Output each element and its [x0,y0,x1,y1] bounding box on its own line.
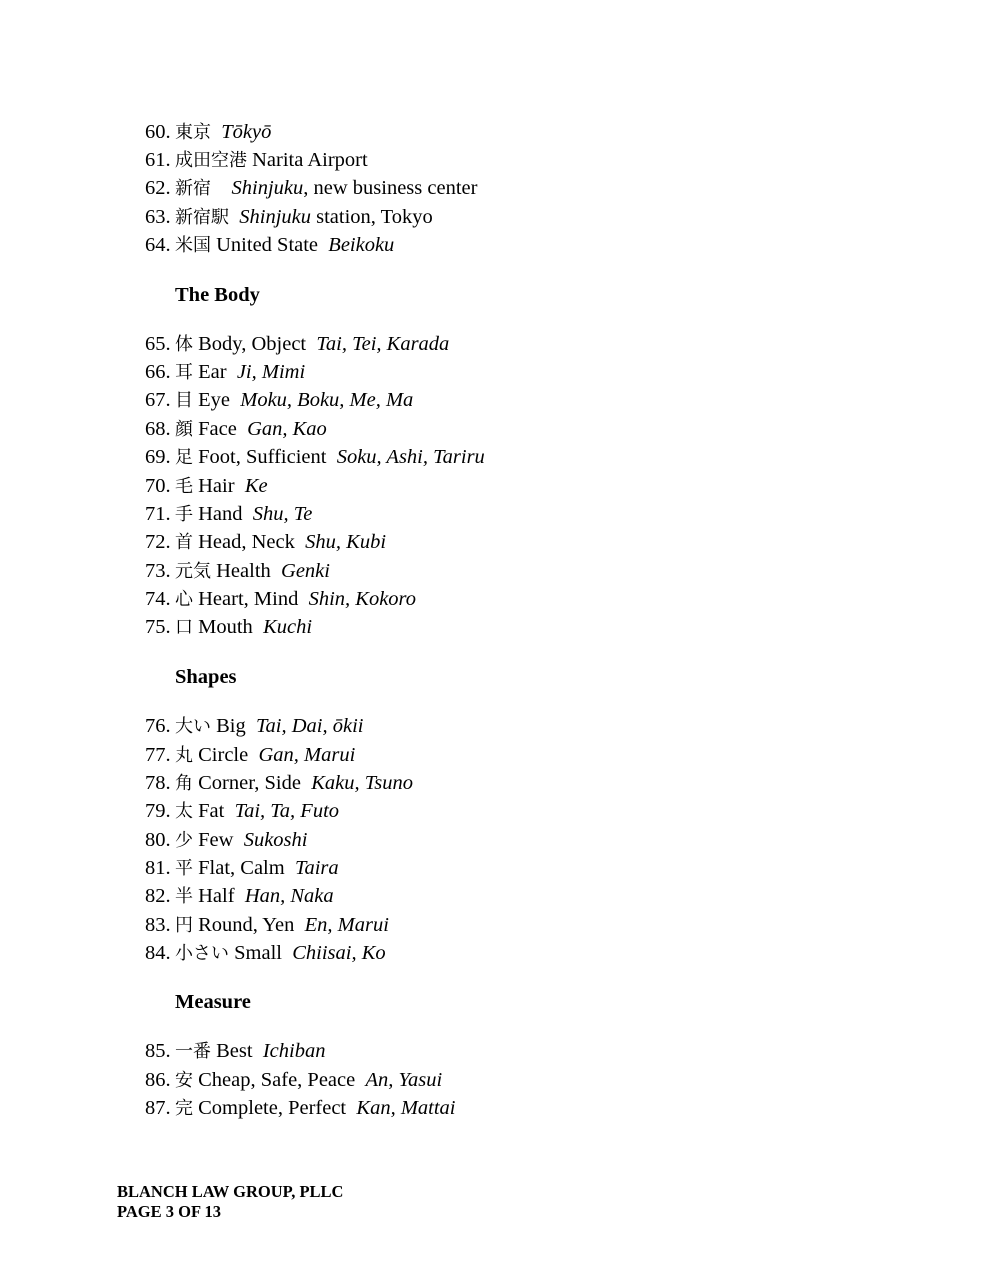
footer-firm-name: BLANCH LAW GROUP, PLLC [117,1182,344,1201]
reading: An, Yasui [365,1069,443,1091]
kanji: 完 [175,1098,193,1119]
kanji: 円 [175,915,193,936]
list-item [145,386,413,414]
item-number: 64. [145,234,171,256]
reading: Ji, Mimi [236,361,306,383]
meaning: United State [216,234,319,256]
meaning: Half [198,885,235,907]
kanji: 一番 [175,1041,211,1062]
item-number: 84. [145,942,171,964]
item-number: 83. [145,914,171,936]
kanji: 顔 [175,419,193,440]
kanji: 太 [175,801,193,822]
item-number: 73. [145,560,171,582]
kanji: 新宿 [175,178,211,199]
reading: Shinjuku [231,177,304,199]
item-number: 60. [145,121,171,143]
reading: Moku, Boku, Me, Ma [240,389,414,411]
item-number: 76. [145,715,171,737]
meaning: Corner, Side [198,772,301,794]
kanji: 元気 [175,561,211,582]
meaning: Circle [198,744,249,766]
kanji: 東京 [175,122,211,143]
reading: En, Marui [304,914,389,936]
meaning: Cheap, Safe, Peace [198,1069,356,1091]
reading: Soku, Ashi, Tariru [336,446,485,468]
meaning: Flat, Calm [198,857,285,879]
item-number: 87. [145,1097,171,1119]
item-number: 74. [145,588,171,610]
section-heading-body: The Body [175,284,260,306]
item-number: 67. [145,389,171,411]
reading: Ke [244,475,268,497]
list-item [145,330,449,358]
kanji: 安 [175,1070,193,1091]
meaning: Hair [198,475,235,497]
list-item [145,231,394,259]
section-heading-measure: Measure [175,991,251,1013]
item-number: 63. [145,206,171,228]
kanji: 耳 [175,362,193,383]
item-number: 68. [145,418,171,440]
item-number: 70. [145,475,171,497]
section-heading-shapes: Shapes [175,666,237,688]
meaning: Few [198,829,234,851]
reading: Taira [294,857,339,879]
list-item [145,613,312,641]
list-item [145,712,363,740]
reading: Han, Naka [244,885,334,907]
reading: Tai, Tei, Karada [316,333,450,355]
list-item [145,1094,455,1122]
list-item [145,797,339,825]
item-number: 78. [145,772,171,794]
list-item [145,882,334,910]
list-item [145,769,413,797]
meaning: Foot, Sufficient [198,446,327,468]
list-item [145,939,386,967]
item-number: 72. [145,531,171,553]
meaning: , new business center [303,177,478,199]
list-item [145,500,312,528]
item-number: 82. [145,885,171,907]
reading: Chiisai, Ko [292,942,386,964]
reading: Beikoku [328,234,395,256]
kanji: 首 [175,532,193,553]
reading: Sukoshi [243,829,308,851]
list-item [145,415,327,443]
reading: Shu, Te [252,503,313,525]
reading: Ichiban [262,1040,326,1062]
kanji: 小さい [175,943,229,964]
meaning: Eye [198,389,230,411]
reading: Genki [281,560,330,582]
kanji: 平 [175,858,193,879]
reading: Shin, Kokoro [308,588,417,610]
kanji: 足 [175,447,193,468]
kanji: 目 [175,390,193,411]
list-item [145,203,433,231]
footer-page-number: PAGE 3 OF 13 [117,1202,222,1221]
list-item [145,358,305,386]
item-number: 85. [145,1040,171,1062]
meaning: Complete, Perfect [198,1097,347,1119]
item-number: 65. [145,333,171,355]
list-item [145,528,386,556]
reading: Tai, Dai, ōkii [256,715,364,737]
reading: Gan, Kao [247,418,327,440]
item-number: 77. [145,744,171,766]
reading: Kaku, Tsuno [311,772,413,794]
meaning: Round, Yen [198,914,295,936]
meaning: Narita Airport [252,149,368,171]
reading: Shu, Kubi [305,531,387,553]
list-item [145,585,416,613]
list-item [145,118,271,146]
kanji: 少 [175,830,193,851]
meaning: station, Tokyo [316,206,433,228]
meaning: Face [198,418,237,440]
list-item [145,1066,442,1094]
list-item [145,443,485,471]
reading: Tōkyō [221,121,272,143]
item-number: 61. [145,149,171,171]
kanji: 毛 [175,476,193,497]
item-number: 75. [145,616,171,638]
meaning: Hand [198,503,243,525]
meaning: Best [216,1040,253,1062]
meaning: Mouth [198,616,253,638]
list-item [145,146,368,174]
kanji: 心 [175,589,193,610]
list-item [145,854,339,882]
list-item [145,741,355,769]
kanji: 口 [175,617,193,638]
meaning: Heart, Mind [198,588,299,610]
list-item [145,174,477,202]
item-number: 62. [145,177,171,199]
item-number: 79. [145,800,171,822]
item-number: 71. [145,503,171,525]
list-item [145,826,307,854]
reading: Kuchi [263,616,313,638]
meaning: Big [216,715,246,737]
kanji: 半 [175,886,193,907]
kanji: 成田空港 [175,150,247,171]
kanji: 大い [175,716,211,737]
kanji: 米国 [175,235,211,256]
reading: Gan, Marui [258,744,356,766]
kanji: 体 [175,334,193,355]
list-item [145,1037,325,1065]
meaning: Fat [198,800,225,822]
kanji: 丸 [175,745,193,766]
list-item [145,557,330,585]
kanji: 手 [175,504,193,525]
meaning: Health [216,560,271,582]
reading: Shinjuku [239,206,311,228]
item-number: 80. [145,829,171,851]
kanji: 新宿駅 [175,207,229,228]
list-item [145,472,268,500]
kanji: 角 [175,773,193,794]
item-number: 66. [145,361,171,383]
reading: Tai, Ta, Futo [234,800,340,822]
meaning: Small [234,942,282,964]
meaning: Head, Neck [198,531,295,553]
reading: Kan, Mattai [356,1097,456,1119]
item-number: 86. [145,1069,171,1091]
meaning: Body, Object [198,333,307,355]
meaning: Ear [198,361,227,383]
list-item [145,911,389,939]
item-number: 69. [145,446,171,468]
item-number: 81. [145,857,171,879]
